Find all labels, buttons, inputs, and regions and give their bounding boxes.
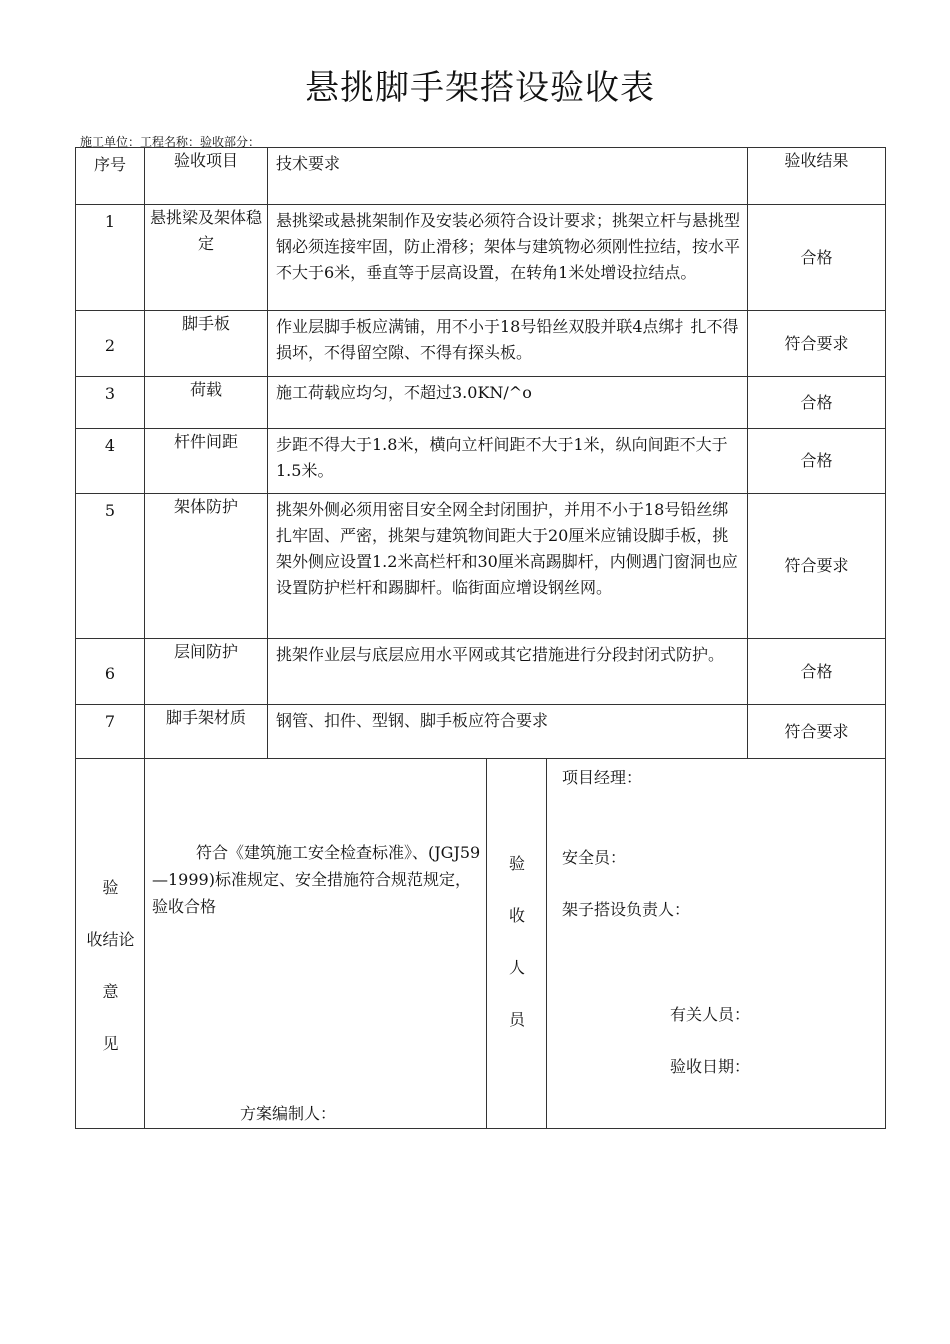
header-item: 验收项目	[145, 148, 268, 205]
table-row	[76, 311, 886, 377]
table-row	[76, 377, 886, 429]
row-no: 2	[76, 311, 145, 377]
row-item: 悬挑梁及架体稳定	[145, 205, 268, 311]
row-item: 荷载	[145, 377, 268, 429]
project-manager-label: 项目经理：	[562, 768, 643, 787]
row-no: 3	[76, 377, 145, 429]
row-result: 合格	[748, 377, 886, 429]
conclusion-label-line: 验	[102, 878, 119, 897]
row-no: 7	[76, 705, 145, 759]
conclusion-label-cell	[76, 759, 145, 1129]
related-persons-label: 有关人员：	[670, 1005, 751, 1024]
scheme-author: 方案编制人：	[240, 1104, 337, 1123]
staff-label-char: 验	[508, 854, 525, 873]
table-row	[76, 639, 886, 705]
row-requirement: 步距不得大于1.8米，横向立杆间距不大于1米，纵向间距不大于1.5米。	[268, 429, 748, 494]
staff-label-char: 收	[508, 906, 525, 925]
staff-label-char: 人	[508, 958, 525, 977]
conclusion-label-line: 见	[102, 1034, 119, 1053]
row-requirement: 施工荷载应均匀，不超过3.0KN/^o	[268, 377, 748, 429]
header-result: 验收结果	[748, 148, 886, 205]
table-row	[76, 429, 886, 494]
row-requirement: 挑架作业层与底层应用水平网或其它措施进行分段封闭式防护。	[268, 639, 748, 705]
row-no: 5	[76, 494, 145, 639]
row-item: 层间防护	[145, 639, 268, 705]
acceptance-date-label: 验收日期：	[670, 1057, 751, 1076]
header-requirement: 技术要求	[268, 148, 748, 205]
row-requirement: 挑架外侧必须用密目安全网全封闭围护，并用不小于18号铅丝绑扎牢固、严密，挑架与建筑物间距大于20厘米应铺设脚手板，挑架外侧应设置1.2米高栏杆和30厘米高踢脚杆，内侧遇门窗洞也应设置防护栏杆和踢脚杆。临街面应增设钢丝网。	[268, 494, 748, 639]
table-header-row	[76, 148, 886, 205]
staff-label-char: 员	[508, 1010, 525, 1029]
row-item: 脚手板	[145, 311, 268, 377]
row-requirement: 悬挑梁或悬挑架制作及安装必须符合设计要求；挑架立杆与悬挑型钢必须连接牢固，防止滑移；架体与建筑物必须刚性拉结，按水平不大于6米，垂直等于层高设置，在转角1米处增设拉结点。	[268, 205, 748, 311]
table-row	[76, 205, 886, 311]
row-requirement: 作业层脚手板应满铺，用不小于18号铅丝双股并联4点绑扌扎不得损坏，不得留空隙、不得有探头板。	[268, 311, 748, 377]
conclusion-label-line: 意	[102, 982, 119, 1001]
row-no: 1	[76, 205, 145, 311]
safety-officer-label: 安全员：	[562, 848, 627, 867]
row-result: 符合要求	[748, 311, 886, 377]
table-row	[76, 705, 886, 759]
conclusion-label-line: 收结论	[86, 930, 135, 949]
row-result: 符合要求	[748, 705, 886, 759]
row-no: 6	[76, 639, 145, 705]
row-result: 合格	[748, 429, 886, 494]
row-item: 杆件间距	[145, 429, 268, 494]
acceptance-table	[75, 147, 886, 1129]
row-result: 符合要求	[748, 494, 886, 639]
row-requirement: 钢管、扣件、型钢、脚手板应符合要求	[268, 705, 748, 759]
conclusion-text-cell	[145, 759, 487, 1129]
scaffold-lead-label: 架子搭设负责人：	[562, 900, 691, 919]
row-result: 合格	[748, 205, 886, 311]
row-item: 架体防护	[145, 494, 268, 639]
row-result: 合格	[748, 639, 886, 705]
conclusion-row	[76, 759, 886, 1129]
table-row	[76, 494, 886, 639]
header-no: 序号	[76, 148, 145, 205]
acceptance-staff-label-cell	[487, 759, 547, 1129]
project-info-line: 施工单位：工程名称：验收部分：	[80, 135, 261, 149]
conclusion-text: 符合《建筑施工安全检查标准》、(JGJ59—1999)标准规定、安全措施符合规范规定，验收合格	[152, 843, 481, 916]
page-title: 悬挑脚手架搭设验收表	[305, 68, 655, 108]
signatures-cell	[547, 759, 886, 1129]
row-item: 脚手架材质	[145, 705, 268, 759]
row-no: 4	[76, 429, 145, 494]
